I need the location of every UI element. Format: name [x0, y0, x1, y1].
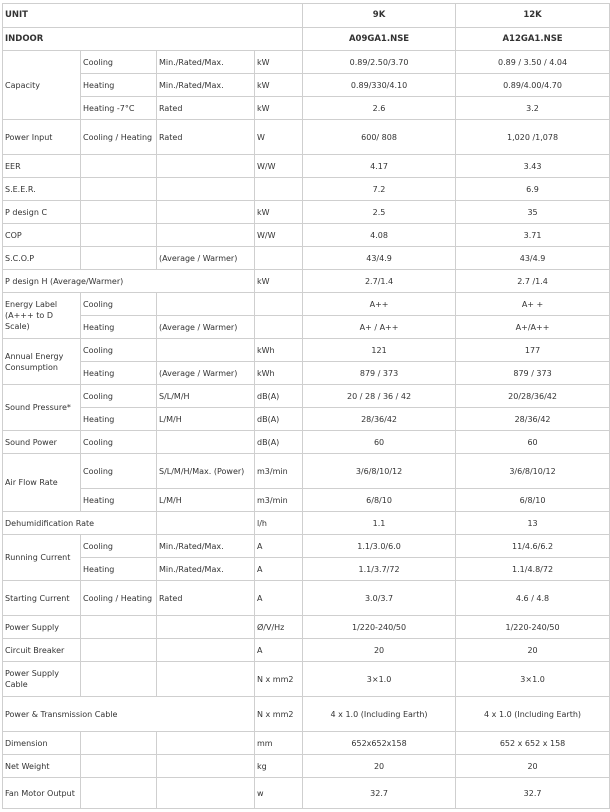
row-sub: Cooling [81, 385, 157, 408]
row-sub: Heating [81, 558, 157, 581]
row-condition: Rated [157, 120, 255, 155]
value-12k: 6.9 [456, 178, 610, 201]
row-condition [157, 201, 255, 224]
table-row [3, 778, 610, 809]
unit-header: UNIT [3, 4, 303, 28]
row-unit: kW [255, 97, 303, 120]
row-label: Energy Label (A+++ to D Scale) [3, 293, 81, 339]
value-12k: 32.7 [456, 778, 610, 809]
row-label: S.C.O.P [3, 247, 81, 270]
value-9k: 652x652x158 [303, 732, 456, 755]
row-unit: W/W [255, 224, 303, 247]
value-9k: 7.2 [303, 178, 456, 201]
row-unit: N x mm2 [255, 697, 303, 732]
row-condition [157, 512, 255, 535]
value-12k: 11/4.6/6.2 [456, 535, 610, 558]
row-sub: Heating -7°C [81, 97, 157, 120]
value-12k: 3.2 [456, 97, 610, 120]
row-condition [157, 178, 255, 201]
row-unit: m3/min [255, 489, 303, 512]
value-9k: 4 x 1.0 (Including Earth) [303, 697, 456, 732]
table-row [3, 224, 610, 247]
row-sub [81, 639, 157, 662]
row-sub: Heating [81, 489, 157, 512]
value-9k: 32.7 [303, 778, 456, 809]
row-unit: kW [255, 201, 303, 224]
table-row [3, 732, 610, 755]
row-label: Dimension [3, 732, 81, 755]
row-label: Power & Transmission Cable [3, 697, 255, 732]
value-12k: A+/A++ [456, 316, 610, 339]
table-row [3, 755, 610, 778]
table-row [3, 454, 610, 489]
row-label: Sound Power [3, 431, 81, 454]
header-row-unit [3, 4, 610, 28]
value-9k: 3/6/8/10/12 [303, 454, 456, 489]
row-condition [157, 224, 255, 247]
row-condition: (Average / Warmer) [157, 247, 255, 270]
row-sub [81, 178, 157, 201]
value-12k: 0.89 / 3.50 / 4.04 [456, 51, 610, 74]
row-sub: Cooling [81, 51, 157, 74]
value-12k: A+ + [456, 293, 610, 316]
row-sub: Heating [81, 408, 157, 431]
row-condition: S/L/M/H [157, 385, 255, 408]
row-sub: Cooling [81, 339, 157, 362]
value-9k: 4.08 [303, 224, 456, 247]
row-condition: L/M/H [157, 408, 255, 431]
value-9k: 60 [303, 431, 456, 454]
value-9k: 3.0/3.7 [303, 581, 456, 616]
row-sub [81, 755, 157, 778]
model-12k-header: 12K [456, 4, 610, 28]
value-12k: 20 [456, 639, 610, 662]
value-12k: 20/28/36/42 [456, 385, 610, 408]
table-row [3, 581, 610, 616]
row-sub [81, 224, 157, 247]
row-label: Annual Energy Consumption [3, 339, 81, 385]
row-unit: A [255, 558, 303, 581]
row-unit: W/W [255, 155, 303, 178]
value-12k: 0.89/4.00/4.70 [456, 74, 610, 97]
table-row [3, 431, 610, 454]
table-row [3, 339, 610, 362]
table-row [3, 51, 610, 74]
row-condition: (Average / Warmer) [157, 316, 255, 339]
value-9k: A++ [303, 293, 456, 316]
table-row [3, 489, 610, 512]
value-12k: 20 [456, 755, 610, 778]
row-unit: kWh [255, 362, 303, 385]
value-9k: 0.89/330/4.10 [303, 74, 456, 97]
value-12k: 879 / 373 [456, 362, 610, 385]
value-12k: 6/8/10 [456, 489, 610, 512]
row-unit [255, 178, 303, 201]
row-condition [157, 732, 255, 755]
value-9k: 1.1/3.7/72 [303, 558, 456, 581]
row-label: S.E.E.R. [3, 178, 81, 201]
value-12k: 43/4.9 [456, 247, 610, 270]
row-label: Power Input [3, 120, 81, 155]
indoor-header: INDOOR [3, 28, 303, 51]
value-9k: 20 / 28 / 36 / 42 [303, 385, 456, 408]
indoor-model-9k: A09GA1.NSE [303, 28, 456, 51]
row-label: Air Flow Rate [3, 454, 81, 512]
value-9k: 121 [303, 339, 456, 362]
row-unit: A [255, 581, 303, 616]
table-row [3, 512, 610, 535]
row-unit: kg [255, 755, 303, 778]
value-12k: 2.7 /1.4 [456, 270, 610, 293]
row-condition: L/M/H [157, 489, 255, 512]
row-sub [81, 247, 157, 270]
row-condition: (Average / Warmer) [157, 362, 255, 385]
value-12k: 1,020 /1,078 [456, 120, 610, 155]
row-unit [255, 293, 303, 316]
row-condition [157, 293, 255, 316]
row-sub: Heating [81, 316, 157, 339]
indoor-model-12k: A12GA1.NSE [456, 28, 610, 51]
row-condition [157, 339, 255, 362]
value-9k: 28/36/42 [303, 408, 456, 431]
row-sub: Cooling / Heating [81, 120, 157, 155]
row-unit: kWh [255, 339, 303, 362]
value-9k: 0.89/2.50/3.70 [303, 51, 456, 74]
row-sub: Cooling [81, 454, 157, 489]
row-unit: dB(A) [255, 408, 303, 431]
row-unit: A [255, 535, 303, 558]
value-12k: 35 [456, 201, 610, 224]
row-sub [81, 778, 157, 809]
row-label: EER [3, 155, 81, 178]
table-row [3, 74, 610, 97]
table-row [3, 662, 610, 697]
row-unit: W [255, 120, 303, 155]
row-condition: S/L/M/H/Max. (Power) [157, 454, 255, 489]
value-12k: 3.71 [456, 224, 610, 247]
row-condition: Min./Rated/Max. [157, 558, 255, 581]
header-row-indoor [3, 28, 610, 51]
row-label: Power Supply [3, 616, 81, 639]
value-12k: 1.1/4.8/72 [456, 558, 610, 581]
table-row [3, 535, 610, 558]
value-12k: 3/6/8/10/12 [456, 454, 610, 489]
row-condition: Min./Rated/Max. [157, 74, 255, 97]
row-unit: kW [255, 74, 303, 97]
row-label: Capacity [3, 51, 81, 120]
row-condition: Min./Rated/Max. [157, 535, 255, 558]
row-condition [157, 431, 255, 454]
row-sub [81, 201, 157, 224]
row-condition [157, 778, 255, 809]
table-row [3, 120, 610, 155]
row-condition [157, 616, 255, 639]
row-unit: mm [255, 732, 303, 755]
row-sub: Cooling [81, 535, 157, 558]
row-condition: Rated [157, 97, 255, 120]
row-condition [157, 155, 255, 178]
value-9k: A+ / A++ [303, 316, 456, 339]
table-row [3, 293, 610, 316]
row-label: Starting Current [3, 581, 81, 616]
row-unit: dB(A) [255, 431, 303, 454]
value-9k: 1.1 [303, 512, 456, 535]
row-unit: dB(A) [255, 385, 303, 408]
value-9k: 4.17 [303, 155, 456, 178]
value-12k: 177 [456, 339, 610, 362]
row-sub [81, 662, 157, 697]
row-sub: Cooling [81, 293, 157, 316]
table-row [3, 558, 610, 581]
row-label: COP [3, 224, 81, 247]
row-unit: A [255, 639, 303, 662]
value-9k: 20 [303, 639, 456, 662]
row-unit: w [255, 778, 303, 809]
value-12k: 1/220-240/50 [456, 616, 610, 639]
spec-table [2, 3, 610, 809]
row-sub: Cooling / Heating [81, 581, 157, 616]
row-condition: Min./Rated/Max. [157, 51, 255, 74]
value-12k: 28/36/42 [456, 408, 610, 431]
model-9k-header: 9K [303, 4, 456, 28]
value-9k: 6/8/10 [303, 489, 456, 512]
value-12k: 4.6 / 4.8 [456, 581, 610, 616]
table-row [3, 362, 610, 385]
value-12k: 13 [456, 512, 610, 535]
table-row [3, 178, 610, 201]
row-unit [255, 247, 303, 270]
table-row [3, 155, 610, 178]
value-9k: 2.7/1.4 [303, 270, 456, 293]
row-label: Power Supply Cable [3, 662, 81, 697]
row-label: Running Current [3, 535, 81, 581]
row-label: Sound Pressure* [3, 385, 81, 431]
value-9k: 2.6 [303, 97, 456, 120]
table-row [3, 408, 610, 431]
row-unit: kW [255, 51, 303, 74]
row-label: P design C [3, 201, 81, 224]
row-sub: Cooling [81, 431, 157, 454]
row-condition [157, 662, 255, 697]
table-row [3, 316, 610, 339]
row-condition [157, 639, 255, 662]
table-row [3, 697, 610, 732]
table-row [3, 639, 610, 662]
row-unit [255, 316, 303, 339]
value-12k: 3.43 [456, 155, 610, 178]
table-row [3, 270, 610, 293]
value-9k: 43/4.9 [303, 247, 456, 270]
table-row [3, 385, 610, 408]
value-9k: 600/ 808 [303, 120, 456, 155]
table-row [3, 616, 610, 639]
row-unit: l/h [255, 512, 303, 535]
value-9k: 3×1.0 [303, 662, 456, 697]
row-sub: Heating [81, 362, 157, 385]
value-9k: 20 [303, 755, 456, 778]
table-row [3, 97, 610, 120]
row-unit: m3/min [255, 454, 303, 489]
table-row [3, 247, 610, 270]
row-unit: kW [255, 270, 303, 293]
row-unit: N x mm2 [255, 662, 303, 697]
row-label: Fan Motor Output [3, 778, 81, 809]
row-label: Dehumidification Rate [3, 512, 157, 535]
row-label: Circuit Breaker [3, 639, 81, 662]
row-label: Net Weight [3, 755, 81, 778]
value-12k: 60 [456, 431, 610, 454]
row-condition [157, 755, 255, 778]
value-12k: 3×1.0 [456, 662, 610, 697]
row-sub: Heating [81, 74, 157, 97]
value-9k: 1.1/3.0/6.0 [303, 535, 456, 558]
row-label: P design H (Average/Warmer) [3, 270, 255, 293]
row-sub [81, 616, 157, 639]
table-row [3, 201, 610, 224]
value-9k: 2.5 [303, 201, 456, 224]
value-9k: 1/220-240/50 [303, 616, 456, 639]
row-sub [81, 732, 157, 755]
row-condition: Rated [157, 581, 255, 616]
row-sub [81, 155, 157, 178]
value-9k: 879 / 373 [303, 362, 456, 385]
value-12k: 652 x 652 x 158 [456, 732, 610, 755]
value-12k: 4 x 1.0 (Including Earth) [456, 697, 610, 732]
row-unit: Ø/V/Hz [255, 616, 303, 639]
